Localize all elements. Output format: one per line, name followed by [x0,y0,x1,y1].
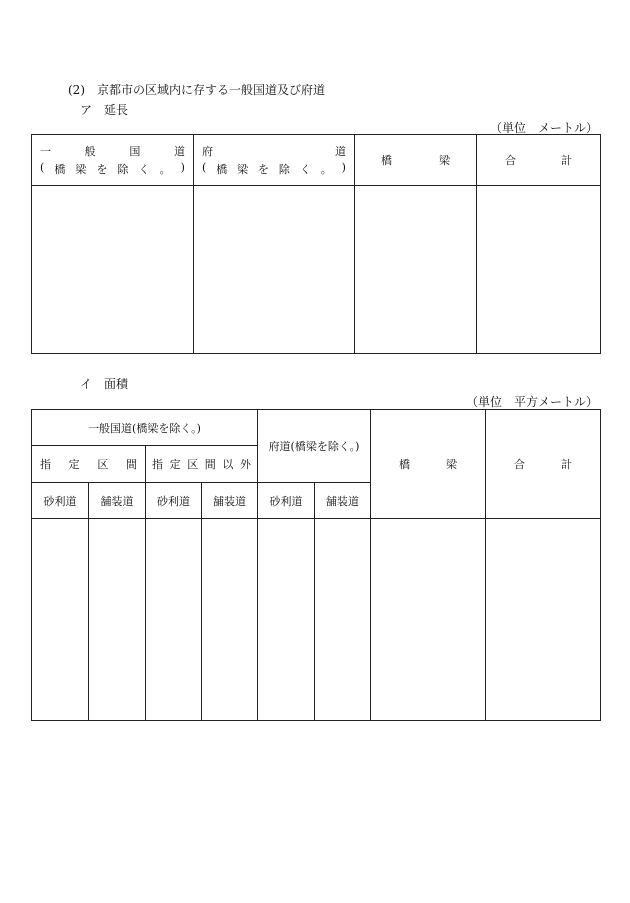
header-kyoryo: 橋 梁 [355,135,477,186]
cell-kyoryo-value [355,186,477,354]
cell-shitei-hoso-value [89,519,146,721]
cell-igai-hoso-value [202,519,258,721]
section-heading: (2) 京都市の区域内に存する一般国道及び府道 [68,83,325,97]
header-igai-hoso: 舗装道 [202,483,258,519]
cell-fudo-hoso-value [315,519,371,721]
cell-kokudo-value [32,186,194,354]
header-fudo-hoso: 舗装道 [315,483,371,519]
fudo-line1: 府 道 [202,145,346,158]
kokudo-line1: 一 般 国 道 [40,145,185,158]
header-fudo-jariro: 砂利道 [258,483,315,519]
header-kyoryo: 橋 梁 [371,410,486,519]
cell-gokei-value [477,186,601,354]
length-table [31,134,601,354]
part-a-unit: （単位 メートル） [489,121,598,135]
cell-fudo-value [194,186,355,354]
part-a-heading: ア 延長 [80,103,129,117]
cell-igai-jariro-value [146,519,202,721]
header-fudo [194,135,355,186]
header-gokei: 合 計 [477,135,601,186]
cell-shitei-jariro-value [32,519,89,721]
header-shitei-jariro: 砂利道 [32,483,89,519]
header-shitei-hoso: 舗装道 [89,483,146,519]
kokudo-line2: ( 橋 梁 を 除 く 。 ) [40,161,185,176]
header-igai-jariro: 砂利道 [146,483,202,519]
header-kokudo [32,135,194,186]
header-shitei-igai: 指 定 区 間 以 外 [146,446,258,483]
header-kokudo: 一般国道(橋梁を除く。) [32,410,258,446]
fudo-line2: ( 橋 梁 を 除 く 。 ) [202,161,346,176]
cell-fudo-jariro-value [258,519,315,721]
header-shitei: 指 定 区 間 [32,446,146,483]
part-b-unit: （単位 平方メートル） [465,395,598,409]
cell-gokei-value [486,519,601,721]
header-fudo: 府道(橋梁を除く。) [258,410,371,483]
area-table [31,409,601,721]
cell-kyoryo-value [371,519,486,721]
header-gokei: 合 計 [486,410,601,519]
part-b-heading: イ 面積 [80,377,129,391]
